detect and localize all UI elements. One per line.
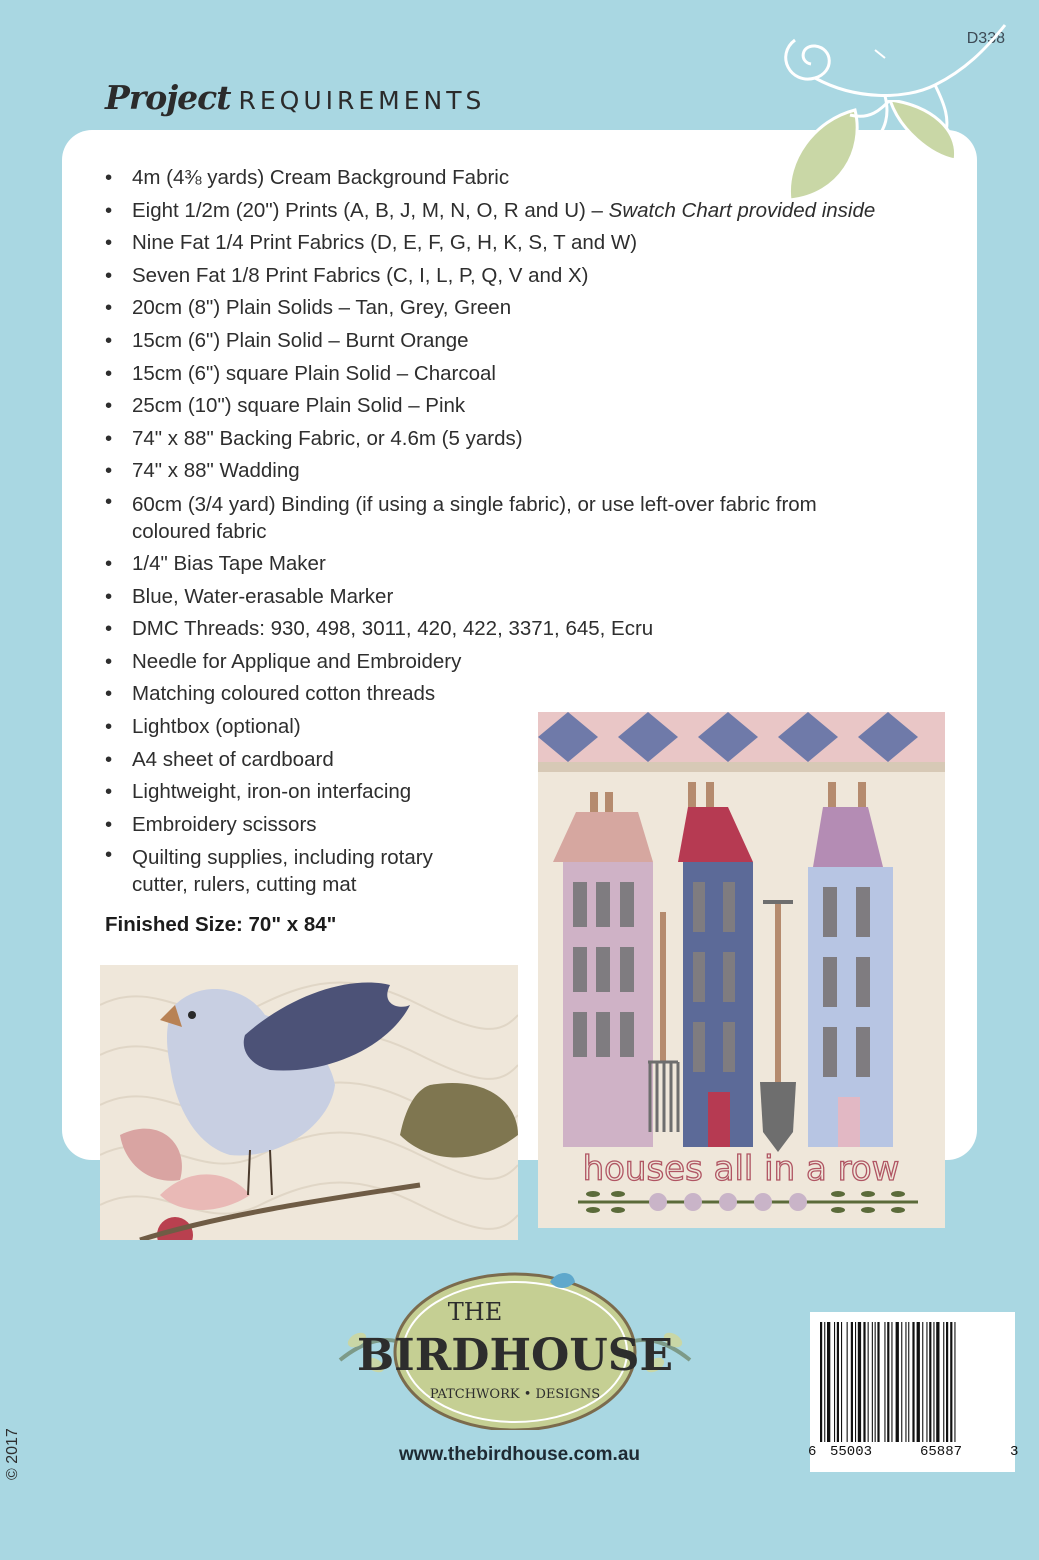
barcode-bars	[820, 1322, 1005, 1442]
list-item: • Lightbox (optional)	[105, 711, 965, 744]
list-item: • Needle for Applique and Embroidery	[105, 646, 965, 679]
copyright: © 2017	[4, 1428, 21, 1480]
swatch-chart-note: Swatch Chart provided inside	[608, 198, 876, 222]
list-item: • A4 sheet of cardboard	[105, 744, 965, 777]
list-item: • Nine Fat 1/4 Print Fabrics (D, E, F, G, H, K, S, T and W)	[105, 227, 965, 260]
list-item: • 74" x 88" Wadding	[105, 455, 965, 488]
bird-quilt-photo	[100, 965, 518, 1240]
list-item: • Embroidery scissors	[105, 809, 965, 842]
product-code: D338	[966, 30, 1005, 47]
list-item: • Eight 1/2m (20") Prints (A, B, J, M, N, O, R and U) – Swatch Chart provided inside	[105, 195, 965, 228]
birdhouse-logo	[335, 1260, 695, 1430]
list-item: • 20cm (8") Plain Solids – Tan, Grey, Green	[105, 292, 965, 325]
logo-name: BIRDHOUSE	[356, 1330, 674, 1381]
website-url: www.thebirdhouse.com.au	[398, 1444, 641, 1465]
list-item: • Blue, Water-erasable Marker	[105, 581, 965, 614]
list-item: • 1/4" Bias Tape Maker	[105, 548, 965, 581]
quilt-stitched-text: houses all in a row	[582, 1149, 900, 1189]
list-item: • 15cm (6") Plain Solid – Burnt Orange	[105, 325, 965, 358]
logo-subtitle: PATCHWORK • DESIGNS	[429, 1387, 601, 1402]
list-item: • 4m (4⅜ yards) Cream Background Fabric	[105, 162, 965, 195]
barcode: 6 55003 65887 3	[810, 1312, 1015, 1472]
list-item: • Lightweight, iron-on interfacing	[105, 776, 965, 809]
heading-script: Project	[105, 78, 231, 117]
copyright-wrap	[0, 1428, 24, 1560]
list-item: • DMC Threads: 930, 498, 3011, 420, 422, 3371, 645, Ecru	[105, 613, 965, 646]
list-item: • Matching coloured cotton threads	[105, 678, 965, 711]
heading-caps: REQUIREMENTS	[238, 86, 486, 115]
logo-the: THE	[447, 1298, 503, 1326]
list-item: • Quilting supplies, including rotary cutter, rulers, cutting mat	[105, 841, 472, 901]
page-heading	[105, 78, 485, 117]
list-item: • 60cm (3/4 yard) Binding (if using a single fabric), or use left-over fabric from coloured fabric	[105, 488, 892, 548]
list-item: • 25cm (10") square Plain Solid – Pink	[105, 390, 965, 423]
houses-quilt-photo	[538, 712, 945, 1228]
list-item: • 15cm (6") square Plain Solid – Charcoal	[105, 358, 965, 391]
list-item: • 74" x 88" Backing Fabric, or 4.6m (5 yards)	[105, 423, 965, 456]
list-item: • Seven Fat 1/8 Print Fabrics (C, I, L, P, Q, V and X)	[105, 260, 965, 293]
finished-size: Finished Size: 70" x 84"	[105, 913, 337, 936]
